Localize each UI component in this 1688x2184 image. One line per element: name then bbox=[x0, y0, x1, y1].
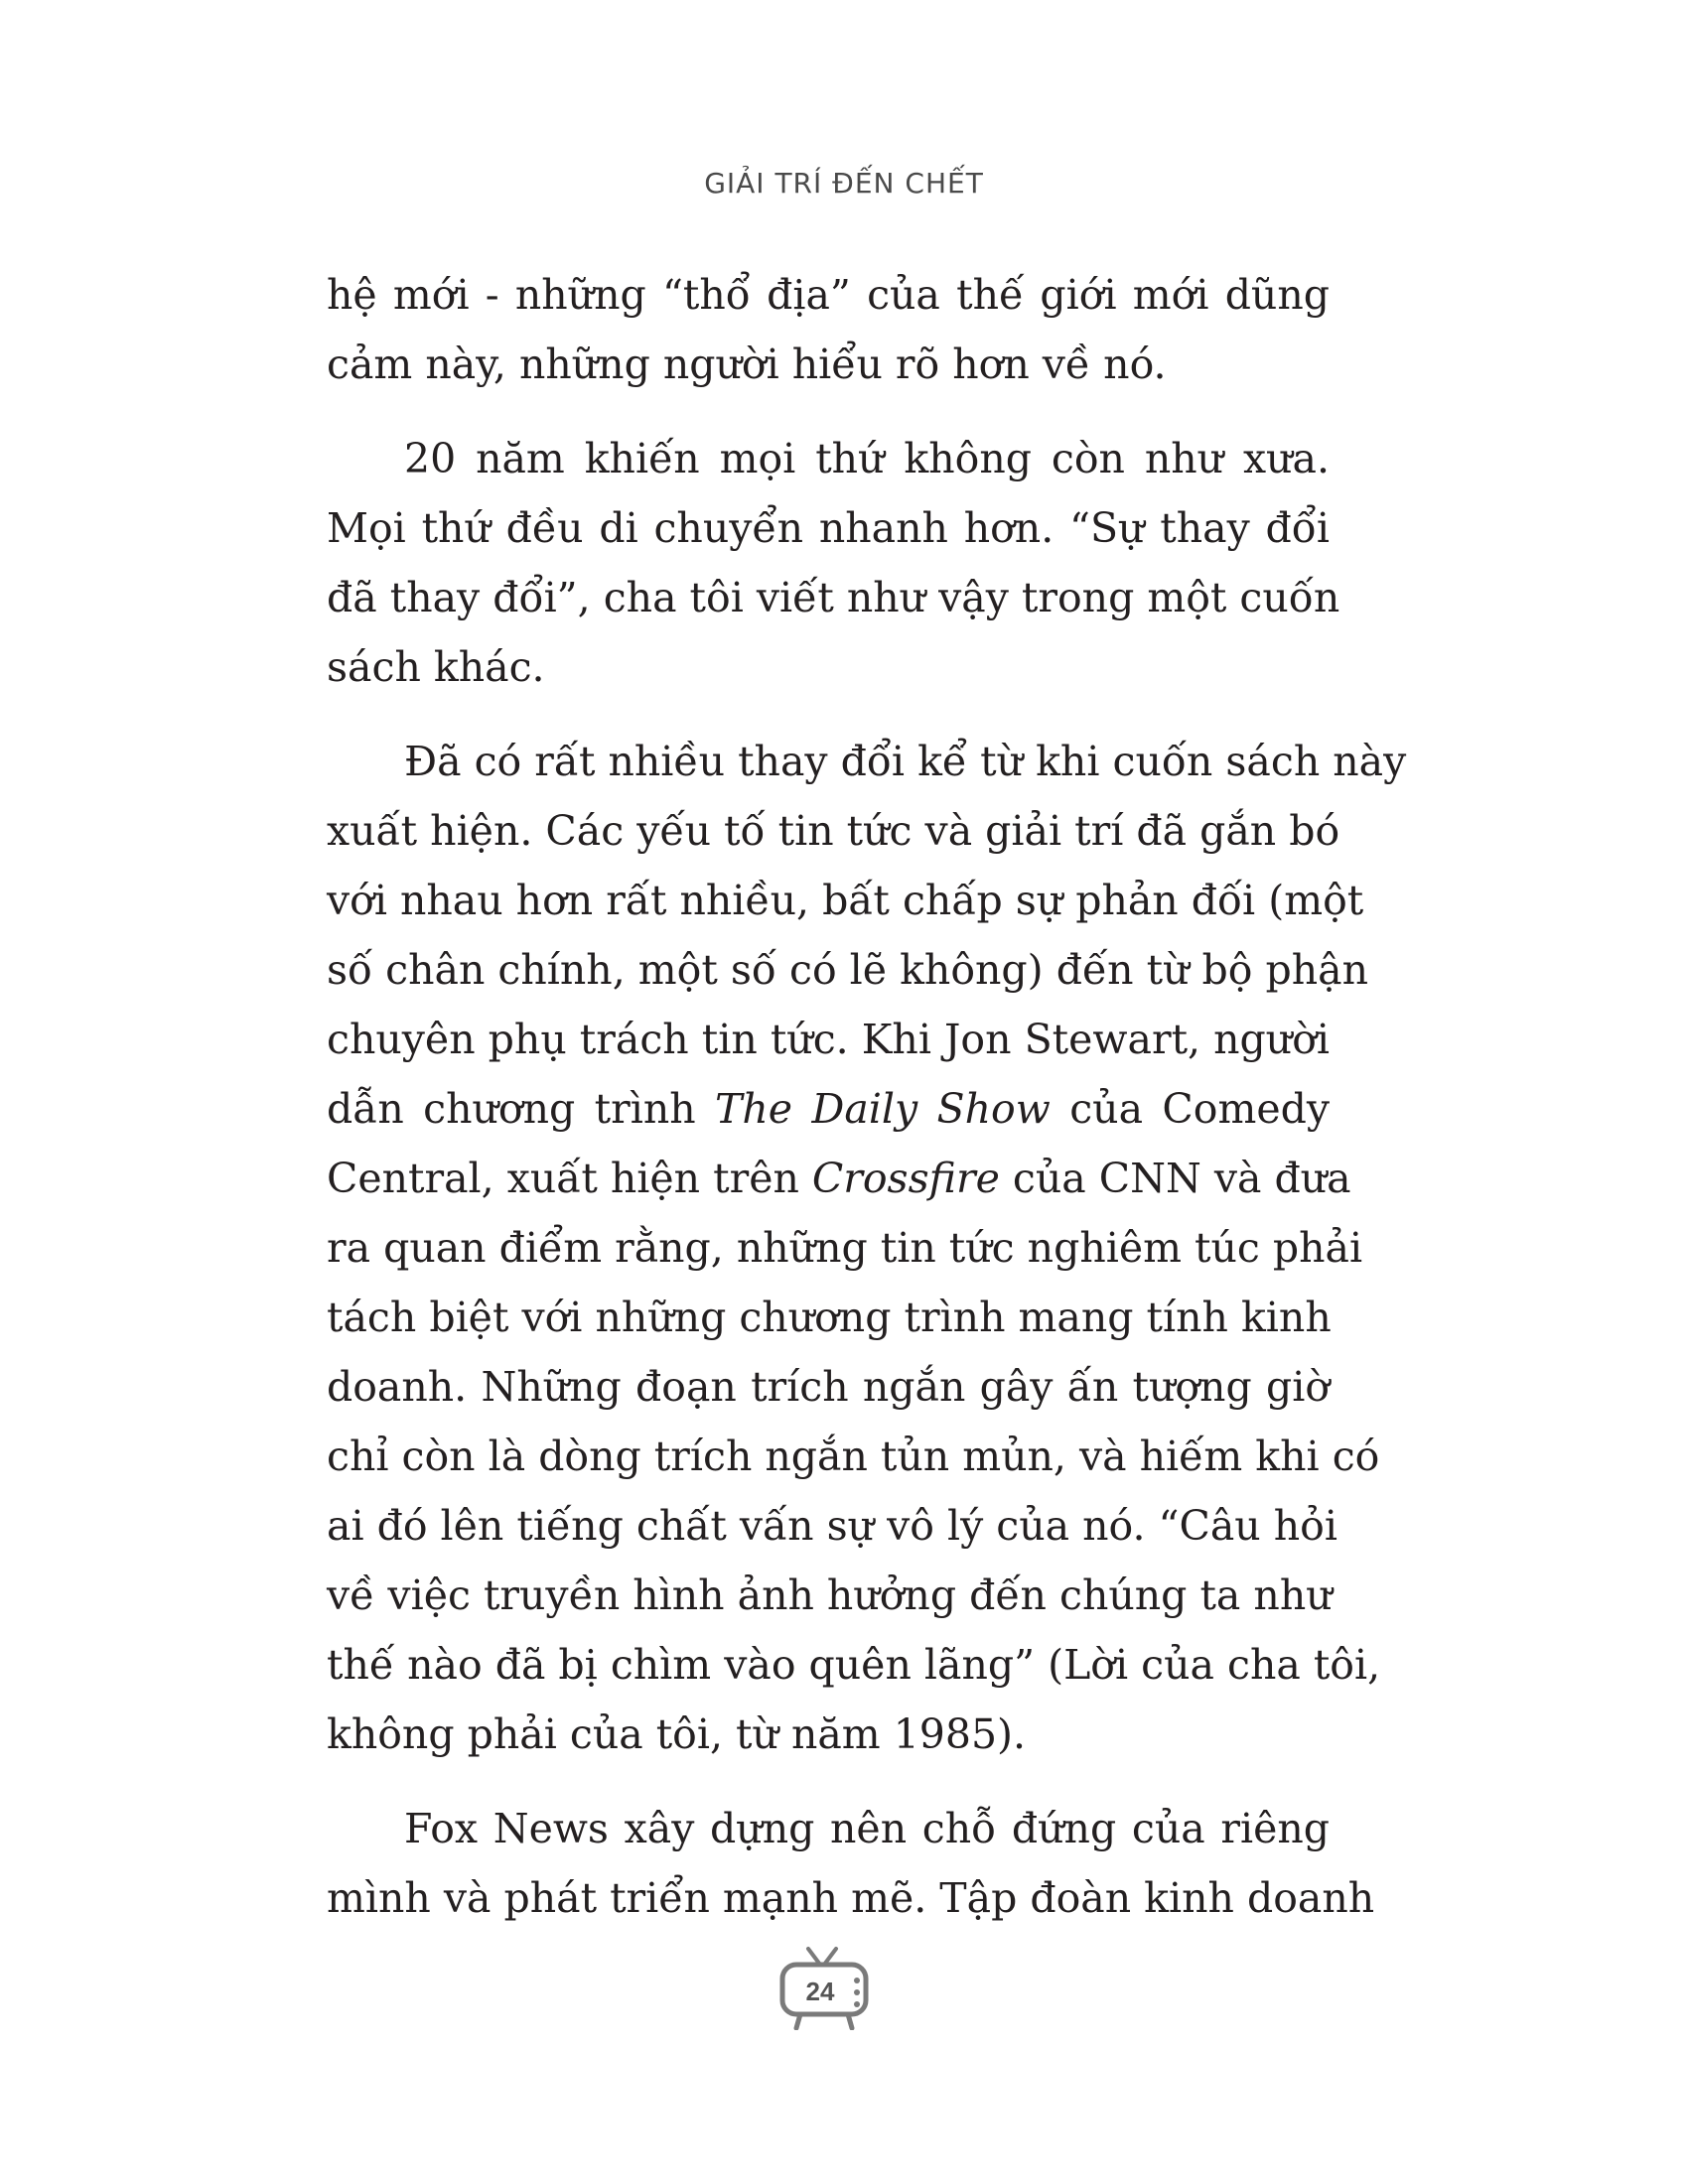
page-number: 24 bbox=[805, 1977, 835, 2006]
show-title: Crossfire bbox=[811, 1155, 1000, 1202]
text-line: Fox News xây dựng nên chỗ đứng của riêng bbox=[404, 1805, 1330, 1852]
text-line: ra quan điểm rằng, những tin tức nghiêm túc phải bbox=[327, 1224, 1363, 1272]
text-line: không phải của tôi, từ năm 1985). bbox=[327, 1710, 1027, 1758]
text-fragment: Central, xuất hiện trên bbox=[327, 1155, 812, 1202]
running-header: GIẢI TRÍ ĐẾN CHẾT bbox=[704, 167, 984, 200]
text-line: xuất hiện. Các yếu tố tin tức và giải trí đã gắn bó bbox=[327, 807, 1340, 855]
text-line: thế nào đã bị chìm vào quên lãng” (Lời của cha tôi, bbox=[327, 1641, 1381, 1689]
text-line: cảm này, những người hiểu rõ hơn về nó. bbox=[327, 341, 1167, 388]
body-text bbox=[327, 260, 1407, 1933]
text-fragment: dẫn chương trình bbox=[327, 1085, 716, 1133]
text-line: chuyên phụ trách tin tức. Khi Jon Stewart, người bbox=[327, 1016, 1330, 1063]
text-fragment: của Comedy bbox=[1050, 1085, 1330, 1133]
show-title: The Daily Show bbox=[715, 1085, 1051, 1133]
text-line: đã thay đổi”, cha tôi viết như vậy trong một cuốn bbox=[327, 574, 1340, 621]
text-line: doanh. Những đoạn trích ngắn gây ấn tượng giờ bbox=[327, 1363, 1330, 1411]
text-line: mình và phát triển mạnh mẽ. Tập đoàn kinh doanh bbox=[327, 1874, 1375, 1922]
text-line: ai đó lên tiếng chất vấn sự vô lý của nó. “Câu hỏi bbox=[327, 1502, 1337, 1550]
text-line: chỉ còn là dòng trích ngắn tủn mủn, và hiếm khi có bbox=[327, 1433, 1380, 1480]
text-line: số chân chính, một số có lẽ không) đến từ bộ phận bbox=[327, 946, 1368, 994]
text-fragment: của CNN và đưa bbox=[999, 1155, 1351, 1202]
text-line: tách biệt với những chương trình mang tính kinh bbox=[327, 1294, 1332, 1341]
page-number-badge bbox=[774, 1941, 884, 2030]
text-line: về việc truyền hình ảnh hưởng đến chúng ta như bbox=[327, 1571, 1333, 1619]
text-line: với nhau hơn rất nhiều, bất chấp sự phản đối (một bbox=[327, 877, 1364, 924]
text-line bbox=[327, 1074, 1330, 1144]
text-line: 20 năm khiến mọi thứ không còn như xưa. bbox=[404, 435, 1330, 482]
text-line: Đã có rất nhiều thay đổi kể từ khi cuốn sách này bbox=[404, 738, 1407, 785]
text-line: hệ mới - những “thổ địa” của thế giới mới dũng bbox=[327, 271, 1330, 319]
text-line: Mọi thứ đều di chuyển nhanh hơn. “Sự thay đổi bbox=[327, 504, 1330, 552]
text-line bbox=[327, 1144, 1351, 1213]
text-line: sách khác. bbox=[327, 643, 545, 691]
